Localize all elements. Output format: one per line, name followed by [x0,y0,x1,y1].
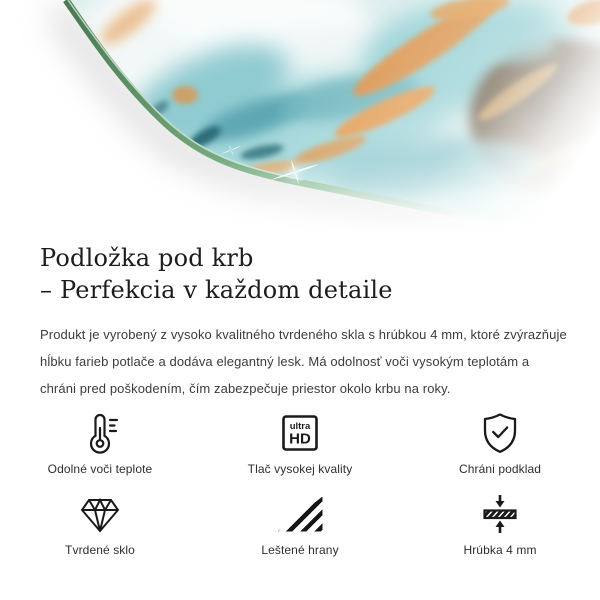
feature-label: Leštené hrany [261,543,339,557]
page-title-line1: Podložka pod krb [40,244,254,272]
feature-thickness [400,489,600,557]
feature-protects-surface [400,408,600,476]
feature-label: Tlač vysokej kvality [247,462,353,476]
ultra-hd-icon [276,408,324,458]
polished-edges-icon [278,489,323,539]
ultra-hd-badge-bottom: HD [289,430,311,448]
feature-label: Hrúbka 4 mm [463,543,537,557]
feature-polished-edges [200,489,400,557]
glass-panel-marble-image [0,0,600,238]
product-description: Produkt je vyrobený z vysoko kvalitného tvrdeného skla s hrúbkou 4 mm, ktoré zvýrazňuje hĺbku farieb potlače a dodáva elegantný lesk. Má odolnosť voči vysokým teplotám a chráni pred poškodením, čím zabezpečuje priestor okolo krbu na roky. [40,327,567,396]
feature-print-quality [200,408,400,476]
intro-text-block [0,242,600,402]
feature-label: Chráni podklad [458,462,542,476]
page-title-line2: – Perfekcia v každom detaile [40,276,393,304]
diamond-icon [76,489,124,539]
feature-label: Tvrdené sklo [65,543,135,557]
thickness-icon [476,489,524,539]
hero-bottom-fade [0,0,600,238]
feature-label: Odolné voči teplote [47,462,153,476]
shield-check-icon [476,408,524,458]
ultra-hd-badge-top: ultra [289,421,311,432]
feature-heat-resistance [0,408,200,476]
hero-product-photo [0,0,600,238]
thermometer-icon [76,408,124,458]
features-grid [0,408,600,557]
feature-tempered-glass [0,489,200,557]
page-title [40,242,565,306]
